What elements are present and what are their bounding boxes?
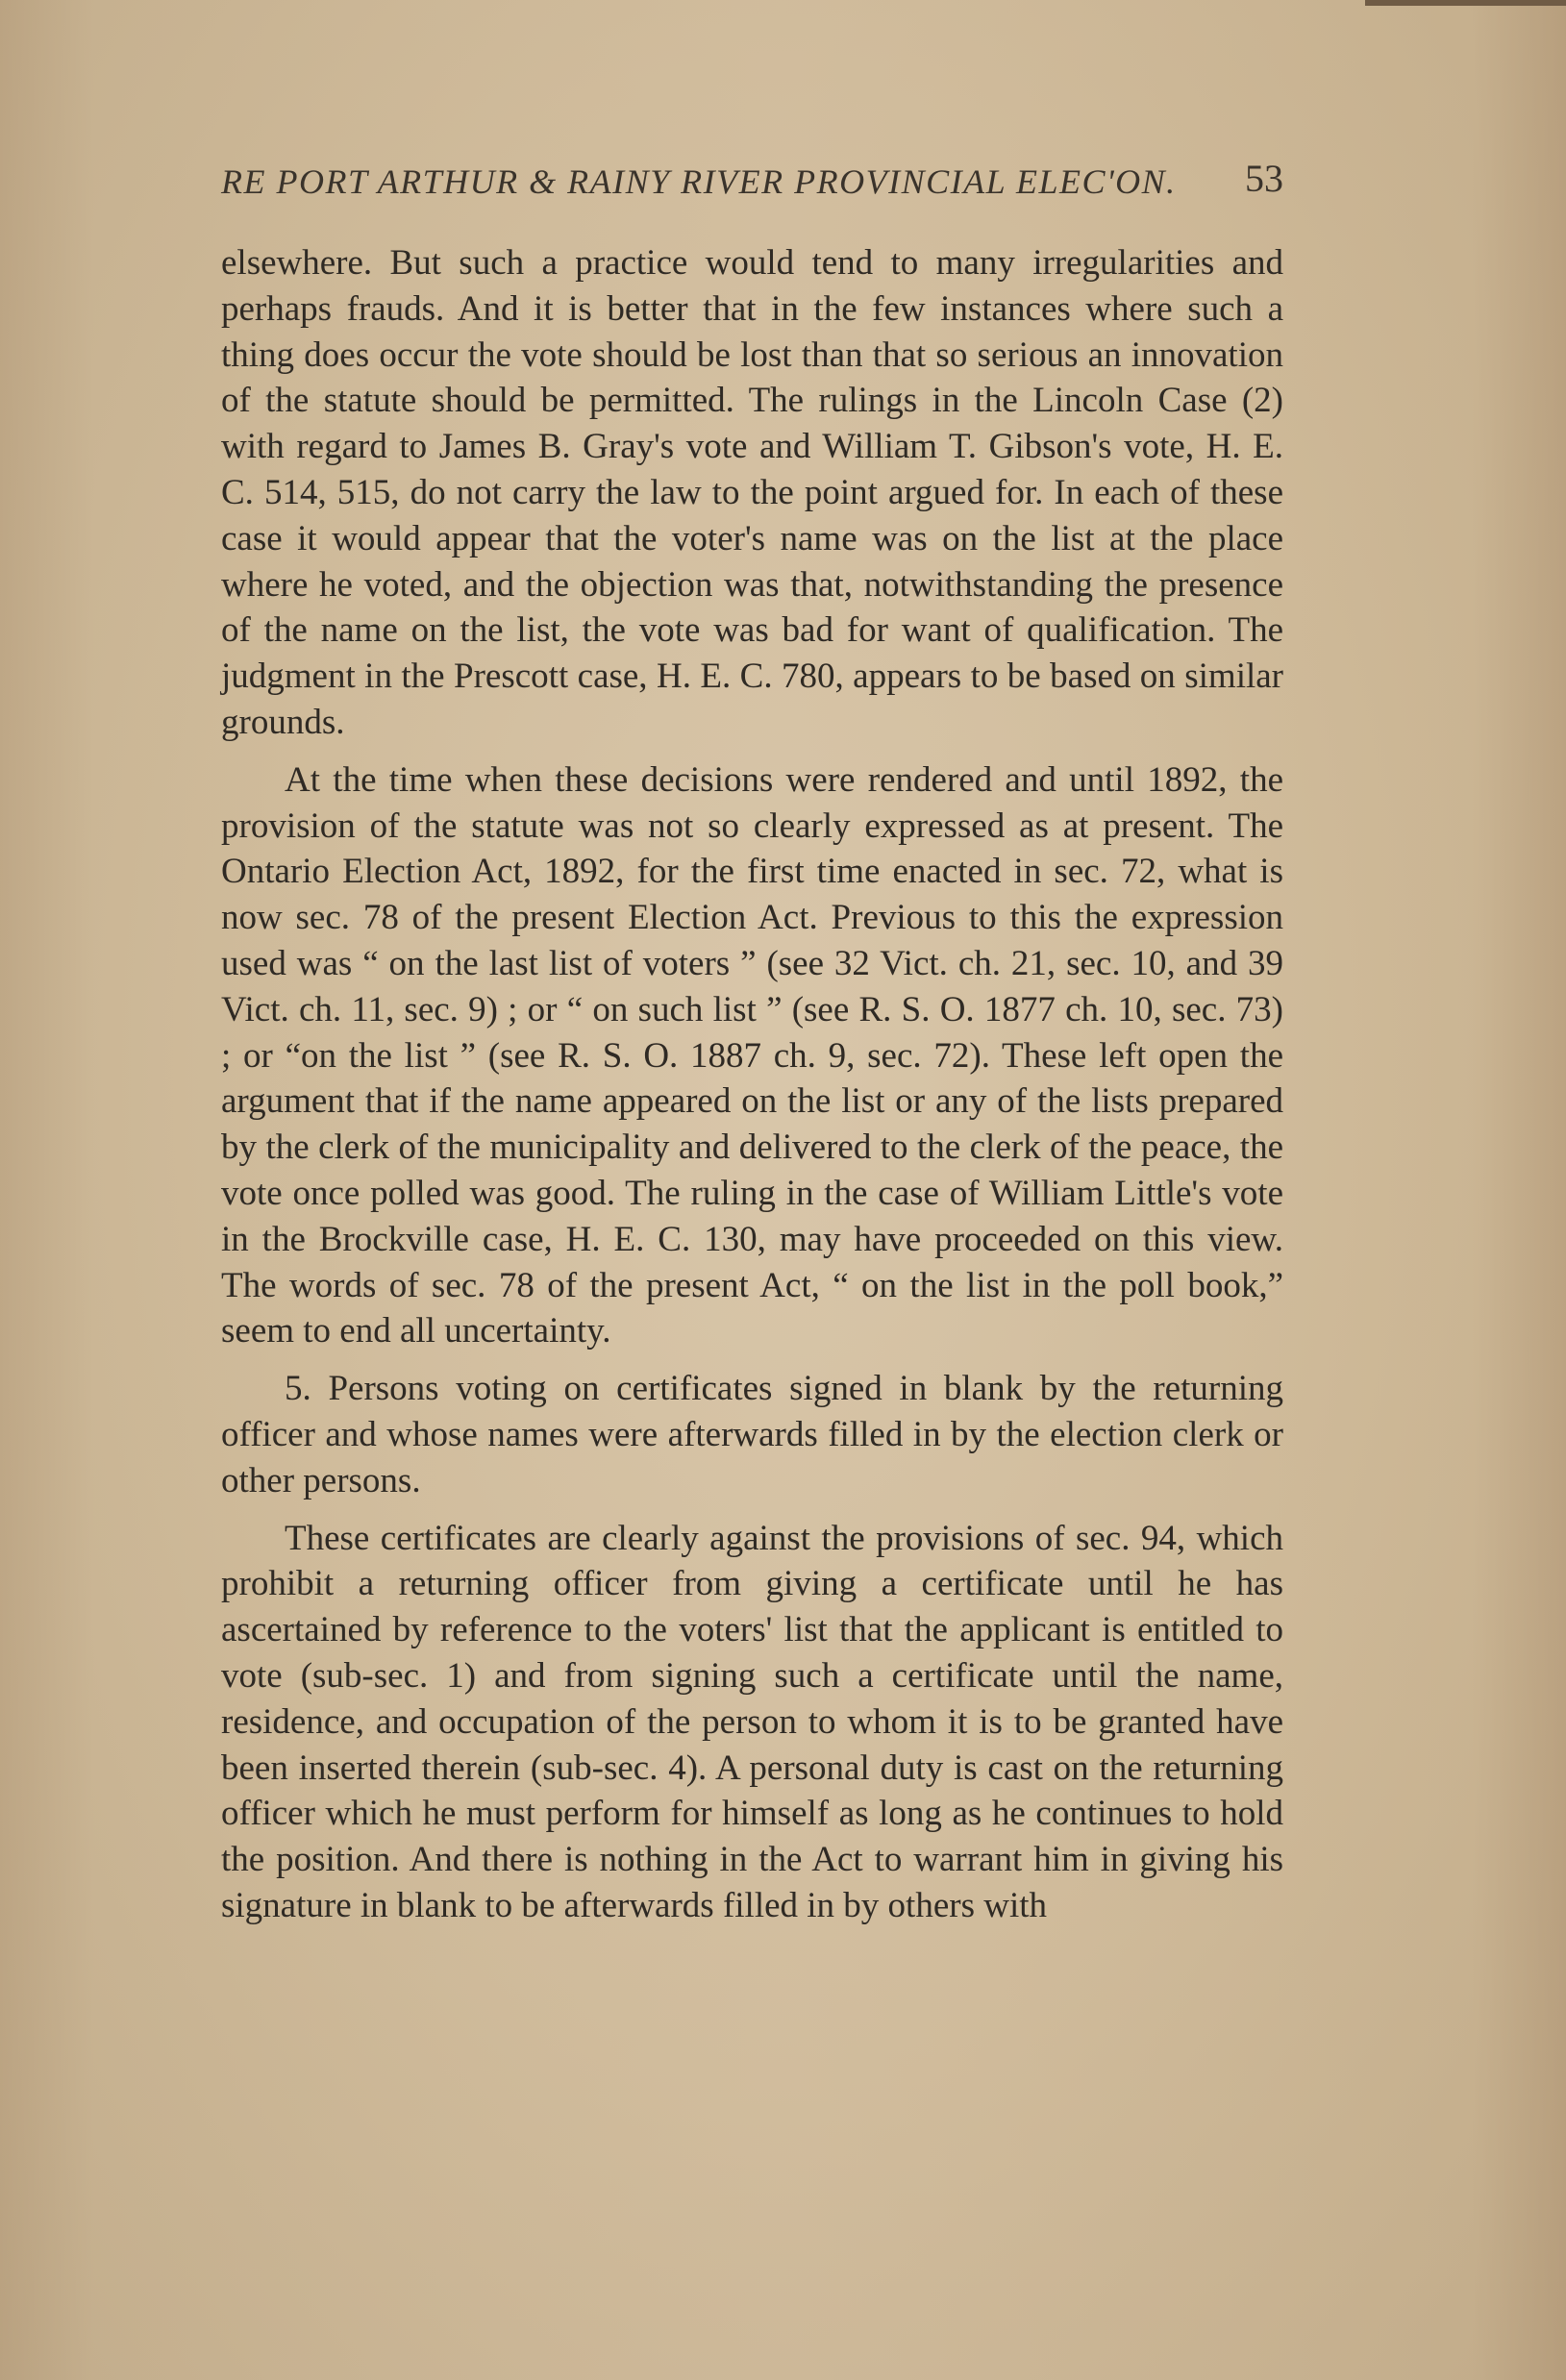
page-number: 53: [1245, 157, 1283, 200]
page-edge-shadow: [1365, 0, 1566, 6]
paragraph-continuation: elsewhere. But such a practice would tend to many irregularities and perhaps frauds. And it is better that in the few instances where such a thing does occur the vote should be lost than that so serious an innovation of the statute should be permitted. The rulings in the Lincoln Case (2) with regard to James B. Gray's vote and William T. Gibson's vote, H. E. C. 514, 515, do not carry the law to the point argued for. In each of these case it would appear that the voter's name was on the list at the place where he voted, and the objection was that, notwithstanding the presence of the name on the list, the vote was bad for want of qualification. The judgment in the Prescott case, H. E. C. 780, appears to be based on similar grounds.: [221, 243, 1283, 742]
paragraph-history-of-statute: At the time when these decisions were rendered and until 1892, the provision of the statute was not so clearly expressed as at present. The Ontario Election Act, 1892, for the first time enacted in sec. 72, what is now sec. 78 of the present Election Act. Previous to this the expression used was “ on the last list of voters ” (see 32 Vict. ch. 21, sec. 10, and 39 Vict. ch. 11, sec. 9) ; or “ on such list ” (see R. S. O. 1877 ch. 10, sec. 73) ; or “on the list ” (see R. S. O. 1887 ch. 9, sec. 72). These left open the argument that if the name appeared on the list or any of the lists prepared by the clerk of the municipality and delivered to the clerk of the peace, the vote once polled was good. The ruling in the case of William Little's vote in the Brockville case, H. E. C. 130, may have proceeded on this view. The words of sec. 78 of the present Act, “ on the list in the poll book,” seem to end all uncertainty.: [221, 759, 1283, 1351]
paragraph-certificates: These certificates are clearly against the provisions of sec. 94, which prohibit a returning officer from giving a certificate until he has ascertained by reference to the voters' list that the applicant is entitled to vote (sub-sec. 1) and from signing such a certificate until the name, residence, and occupation of the person to whom it is to be granted have been inserted therein (sub-sec. 4). A personal duty is cast on the returning officer which he must perform for himself as long as he continues to hold the position. And there is nothing in the Act to warrant him in giving his signature in blank to be afterwards filled in by others with: [221, 1518, 1283, 1925]
paragraph-item-5: 5. Persons voting on certificates signed in blank by the returning officer and whose names were afterwards filled in by the election clerk or other persons.: [221, 1369, 1283, 1500]
body-text: [221, 240, 1283, 1929]
running-head: RE PORT ARTHUR & RAINY RIVER PROVINCIAL ELEC'ON.: [221, 162, 1177, 201]
page-header: [221, 154, 1283, 211]
